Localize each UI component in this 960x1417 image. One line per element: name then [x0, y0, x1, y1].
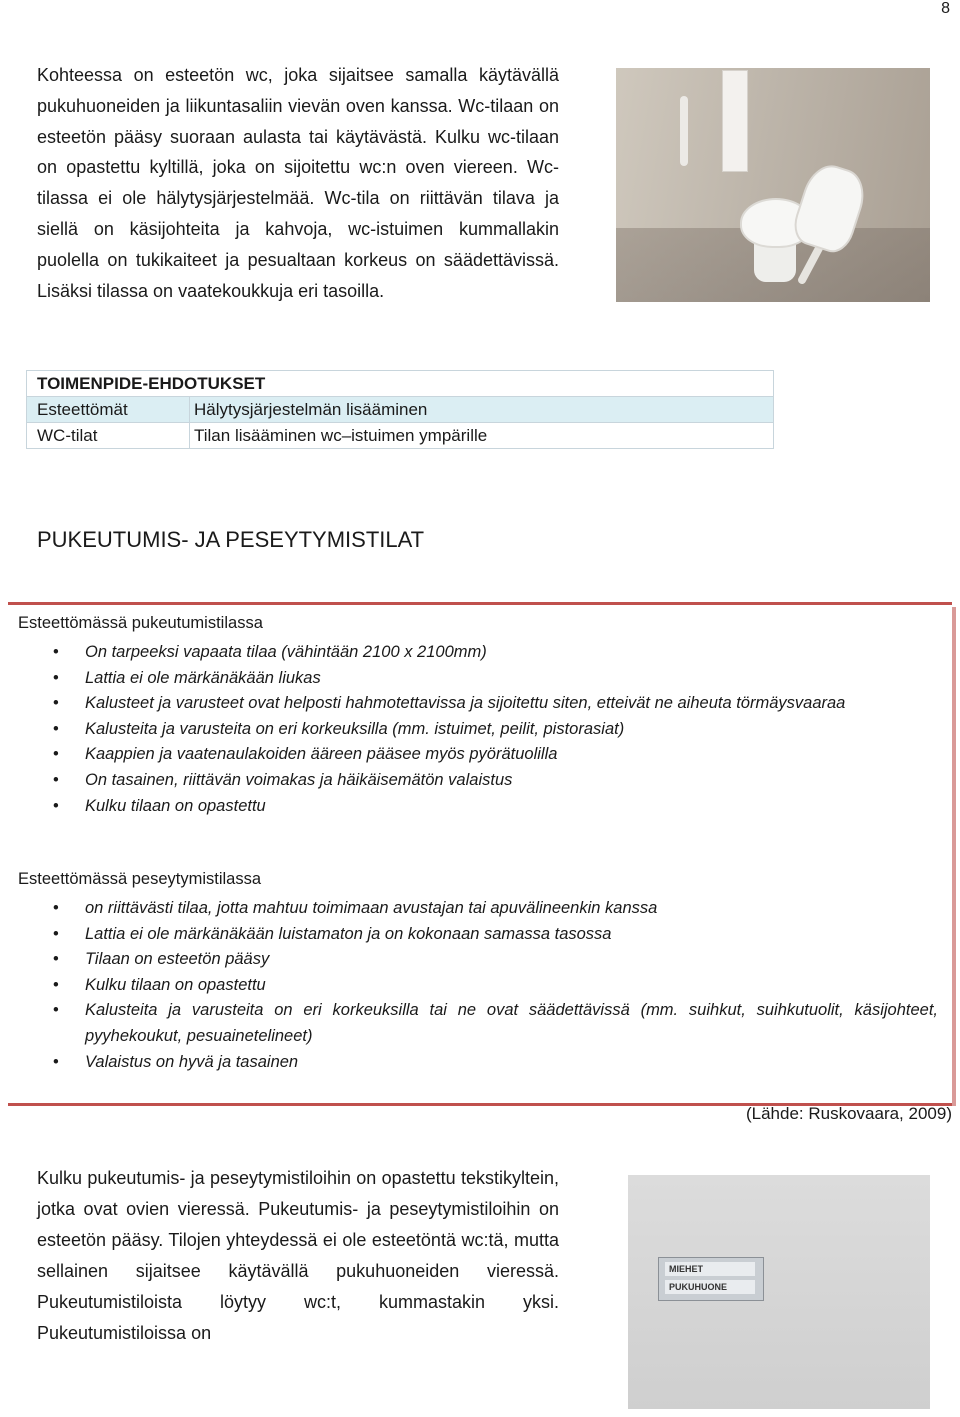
- accessible-toilet-photo: [616, 68, 930, 302]
- measures-table: [26, 370, 774, 449]
- list-item: • On tasainen, riittävän voimakas ja häikäisemätön valaistus: [8, 768, 938, 794]
- dressing-room-list: [8, 640, 938, 819]
- list-item: • Kaappien ja vaatenaulakoiden ääreen pääsee myös pyörätuolilla: [8, 742, 938, 768]
- list-item: • Kulku tilaan on opastettu: [8, 794, 938, 820]
- table-cell-measure: Tilan lisääminen wc–istuimen ympärille: [189, 423, 773, 448]
- table-row: [27, 396, 773, 422]
- table-header-row: [27, 371, 773, 396]
- list-item: • Lattia ei ole märkänäkään luistamaton ja on kokonaan samassa tasossa: [8, 922, 938, 948]
- section-title: PUKEUTUMIS- JA PESEYTYMISTILAT: [37, 527, 425, 552]
- list-item: • Valaistus on hyvä ja tasainen: [8, 1050, 938, 1076]
- list-item: • Tilaan on esteetön pääsy: [8, 947, 938, 973]
- dressing-room-title: Esteettömässä pukeutumistilassa: [18, 614, 263, 632]
- source-citation: (Lähde: Ruskovaara, 2009): [745, 1104, 952, 1123]
- washing-room-list: [8, 896, 938, 1075]
- sign-plate-dressing-room: PUKUHUONE: [665, 1280, 755, 1294]
- list-item: • Kalusteita ja varusteita on eri korkeuksilla (mm. istuimet, peilit, pistorasiat): [8, 717, 938, 743]
- page-number: 8: [941, 0, 950, 17]
- intro-paragraph: Kohteessa on esteetön wc, joka sijaitsee samalla käytävällä pukuhuoneiden ja liikuntasaliin vievän oven kanssa. Wc-tilaan on esteetön pääsy suoraan aulasta tai käytävästä. Kulku wc-tilaan on opastettu kyltillä, joka on sijoitettu wc:n oven viereen. Wc-tilassa ei ole hälytysjärjestelmää. Wc-tila on riittävän tilava ja siellä on käsijohteita ja kahvoja, wc-istuimen kummallakin puolella on tukikaiteet ja pesualtaan korkeus on säädettävissä. Lisäksi tilassa on vaatekoukkuja eri tasoilla.: [37, 65, 559, 301]
- table-cell-category: Esteettömät: [37, 400, 128, 419]
- list-item: • Kulku tilaan on opastettu: [8, 973, 938, 999]
- accessibility-criteria-box: [8, 602, 952, 1106]
- list-item: • Lattia ei ole märkänäkään liukas: [8, 666, 938, 692]
- list-item: • On tarpeeksi vapaata tilaa (vähintään 2100 x 2100mm): [8, 640, 938, 666]
- list-item: • on riittävästi tilaa, jotta mahtuu toimimaan avustajan tai apuvälineenkin kanssa: [8, 896, 938, 922]
- door-sign-photo: [628, 1175, 930, 1409]
- table-cell-measure: Hälytysjärjestelmän lisääminen: [189, 397, 773, 422]
- box-shadow: [952, 607, 956, 1106]
- door-sign: [658, 1257, 764, 1301]
- table-row: [27, 422, 773, 448]
- list-item: • Kalusteita ja varusteita on eri korkeuksilla tai ne ovat säädettävissä (mm. suihkut, suihkutuolit, käsijohteet, pyyhekoukut, pesuainetelineet): [8, 998, 938, 1049]
- list-item: • Kalusteet ja varusteet ovat helposti hahmotettavissa ja sijoitettu siten, etteivät ne aiheuta törmäysvaaraa: [8, 691, 938, 717]
- table-header: TOIMENPIDE-EHDOTUKSET: [37, 374, 266, 393]
- closing-paragraph: Kulku pukeutumis- ja peseytymistiloihin on opastettu tekstikyltein, jotka ovat ovien vieressä. Pukeutumis- ja peseytymistiloihin on esteetön pääsy. Tilojen yhteydessä ei ole esteetöntä wc:tä, mutta sellainen sijaitsee käytävällä pukuhuoneiden vieressä. Pukeutumistiloista löytyy wc:t, kummastakin yksi. Pukeutumistiloissa on: [37, 1168, 559, 1343]
- wall-grab-rail: [680, 96, 688, 166]
- paper-dispenser: [722, 70, 748, 172]
- washing-room-title: Esteettömässä peseytymistilassa: [18, 870, 262, 888]
- sign-plate-men: MIEHET: [665, 1262, 755, 1276]
- table-cell-category: WC-tilat: [37, 426, 98, 445]
